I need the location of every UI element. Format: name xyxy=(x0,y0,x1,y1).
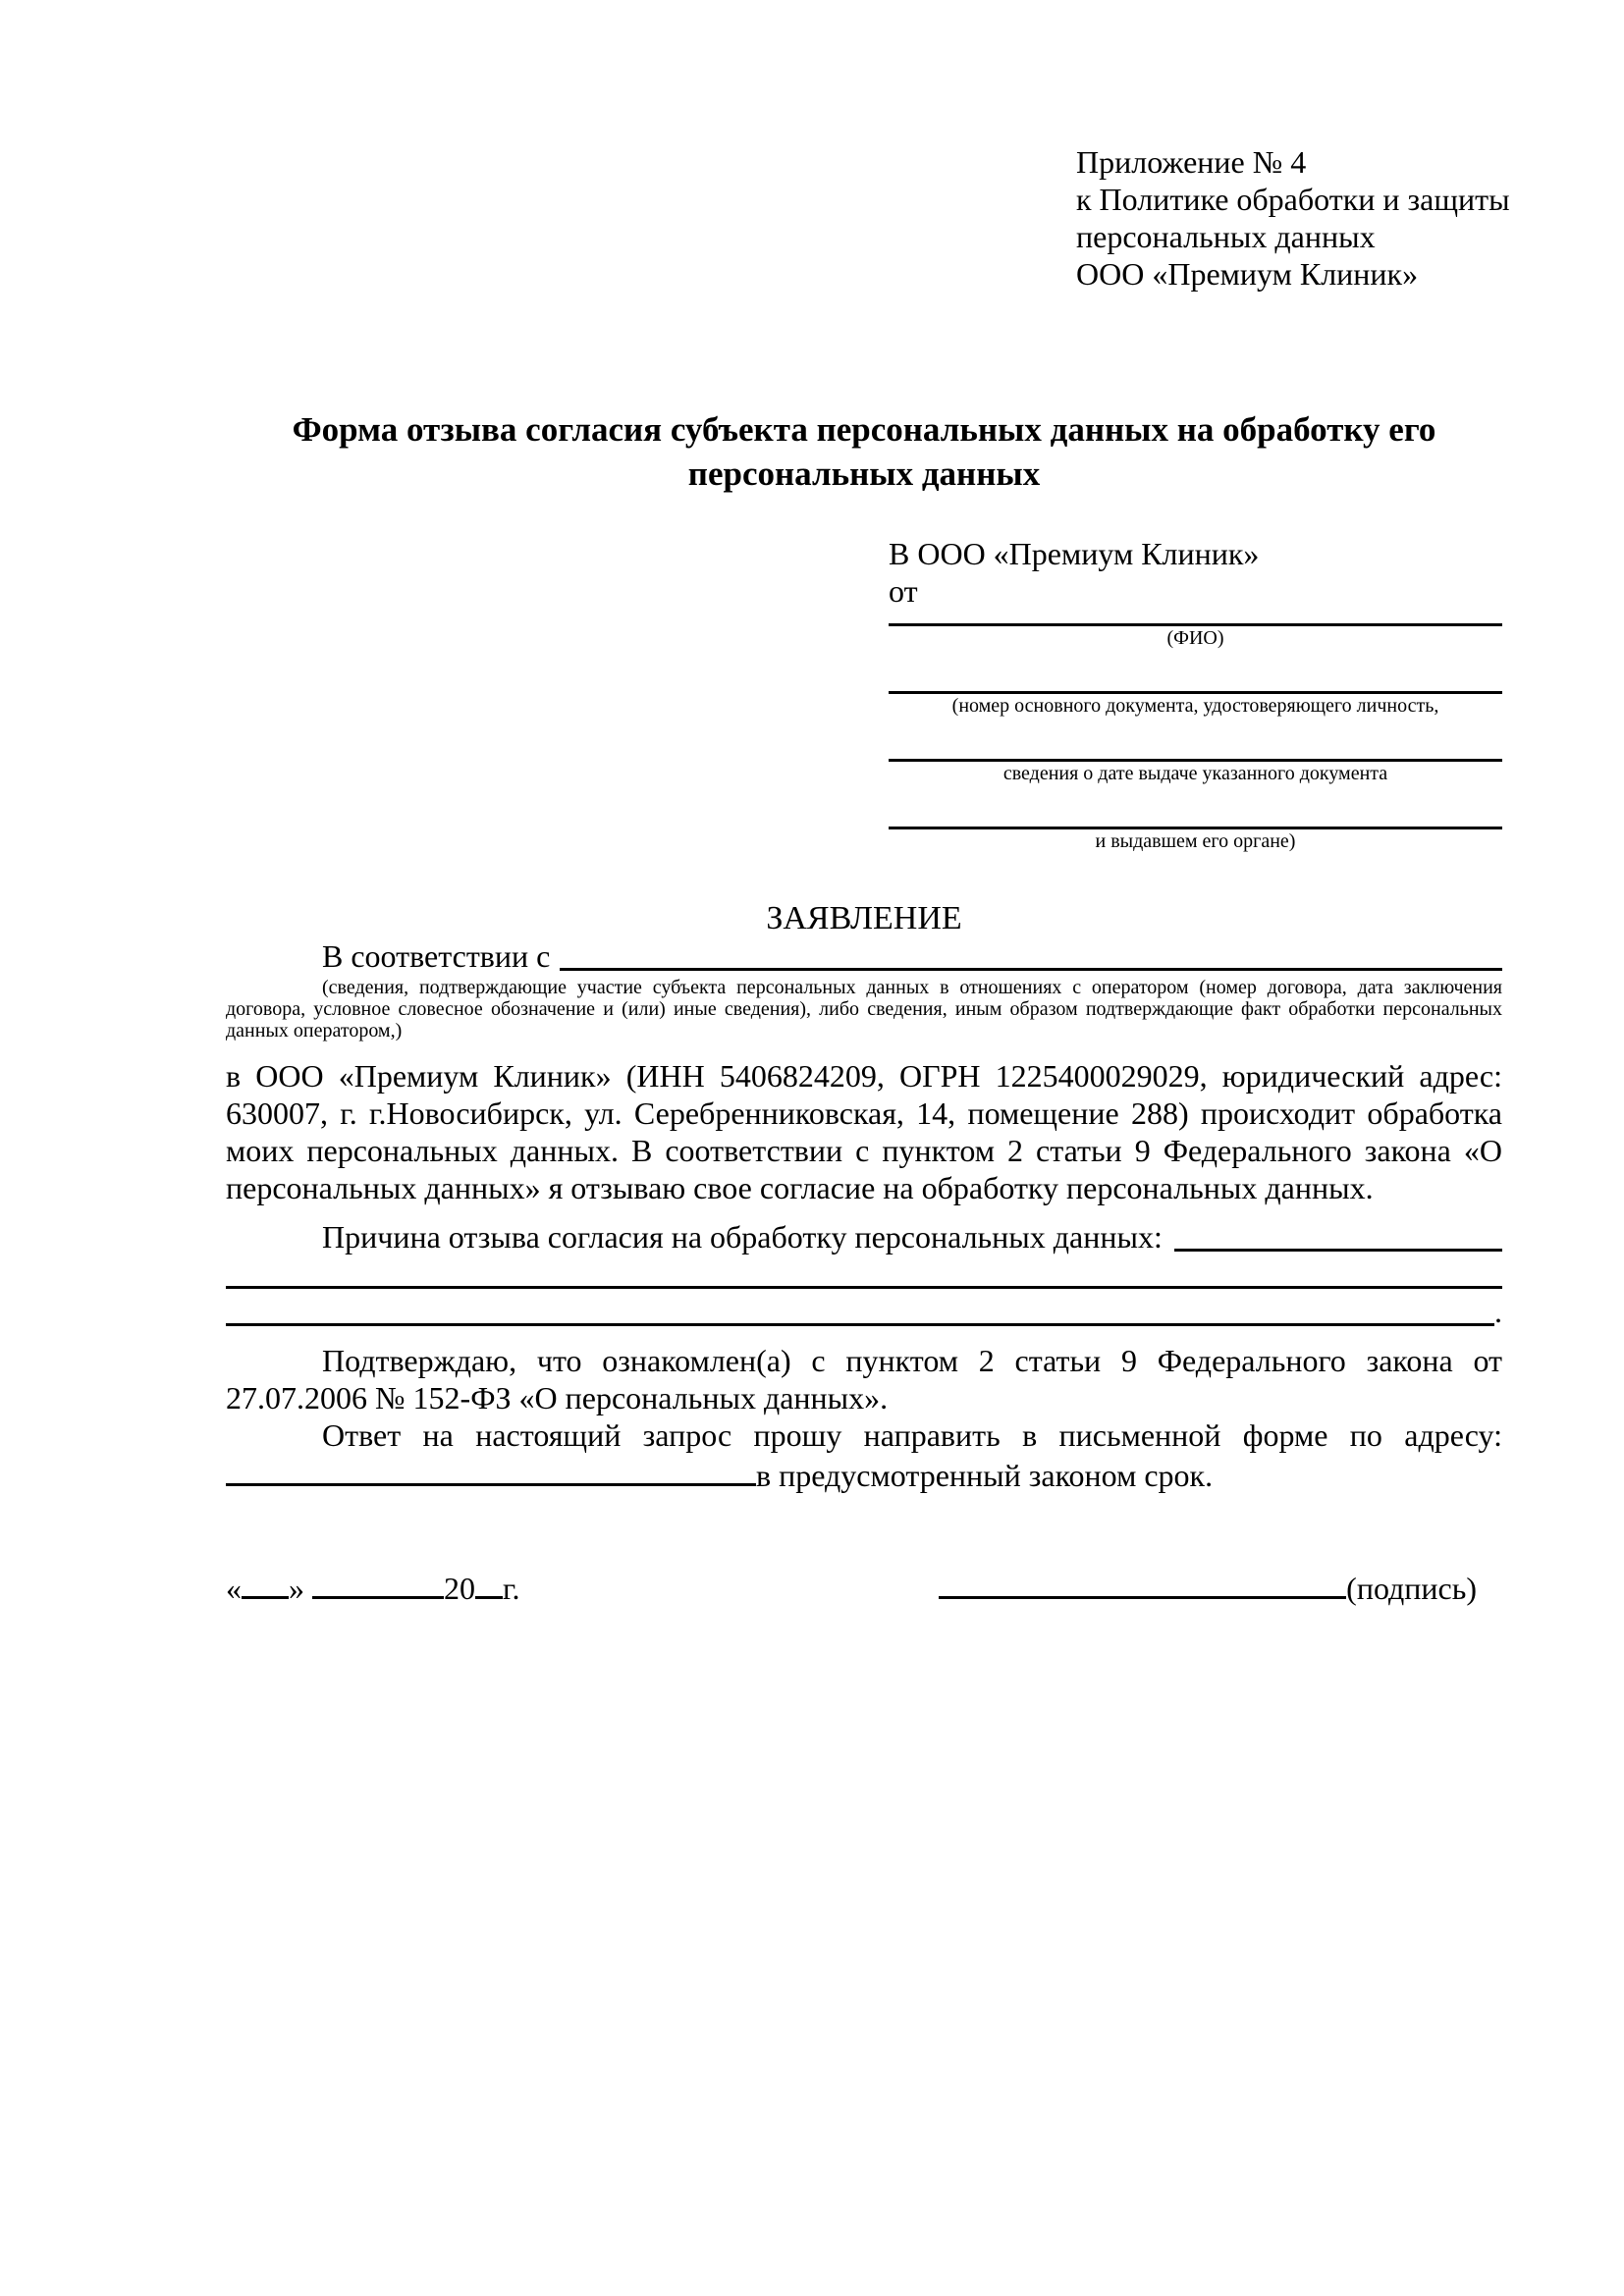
intro-blank-line xyxy=(560,937,1502,971)
day-blank-line xyxy=(242,1567,289,1599)
date-group xyxy=(226,1567,520,1607)
appendix-header-line: Приложение № 4 xyxy=(1076,144,1307,180)
reason-extra-line-1 xyxy=(226,1255,1502,1293)
reply-address-blank-line xyxy=(226,1454,756,1486)
intro-row xyxy=(322,937,1502,975)
reason-extra-blank-line-1 xyxy=(226,1255,1502,1289)
reason-label: Причина отзыва согласия на обработку персональных данных: xyxy=(322,1219,1163,1255)
signature-group xyxy=(939,1567,1477,1607)
issuer-caption: и выдавшем его органе) xyxy=(1095,830,1296,852)
appendix-header xyxy=(1076,143,1510,293)
doc-number-caption: (номер основного документа, удостоверяющего личность, xyxy=(951,695,1439,717)
recipient-block xyxy=(889,535,1502,853)
issue-date-blank-line xyxy=(889,718,1502,762)
body-paragraph: в ООО «Премиум Клиник» (ИНН 5406824209, ОГРН 1225400029029, юридический адрес: 630007, г. г.Новосибирск, ул. Серебренниковская, 14, помещение 288) происходит обработка моих персональных данных. В соответствии с пунктом 2 статьи 9 Федерального закона «О персональных данных» я отзываю свое согласие на обработку персональных данных. xyxy=(226,1058,1502,1205)
reason-extra-blank-line-2 xyxy=(226,1293,1494,1326)
reply-line-2 xyxy=(226,1454,1502,1494)
fio-caption: (ФИО) xyxy=(1166,627,1224,649)
appendix-header-line: персональных данных xyxy=(1076,219,1376,254)
statement-heading: ЗАЯВЛЕНИЕ xyxy=(766,900,962,936)
year-blank-line xyxy=(475,1567,503,1599)
document-title: Форма отзыва согласия субъекта персональных данных на обработку его персональных данных xyxy=(292,410,1436,493)
date-signature-row xyxy=(226,1567,1502,1607)
reply-line-1: Ответ на настоящий запрос прошу направить в письменной форме по адресу: xyxy=(322,1417,1502,1453)
recipient-to: В ООО «Премиум Клиник» xyxy=(889,536,1260,571)
signature-blank-line xyxy=(939,1567,1346,1599)
fio-blank-line xyxy=(889,610,1502,626)
doc-number-blank-line xyxy=(889,650,1502,694)
reply-suffix: в предусмотренный законом срок. xyxy=(756,1458,1214,1493)
reason-extra-line-2 xyxy=(226,1293,1502,1330)
issuer-blank-line xyxy=(889,785,1502,829)
year-suffix: г. xyxy=(503,1571,520,1606)
reason-blank-line xyxy=(1174,1218,1502,1252)
period-mark: . xyxy=(1494,1294,1502,1329)
date-close-quote: » xyxy=(289,1571,304,1606)
month-blank-line xyxy=(312,1567,444,1599)
recipient-from-label: от xyxy=(889,573,918,609)
date-open-quote: « xyxy=(226,1571,242,1606)
intro-footnote: (сведения, подтверждающие участие субъекта персональных данных в отношениях с оператором (номер договора, дата заключения договора, условное словесное обозначение и (или) иные сведения), либо сведения, иным образом подтверждающие факт обработки персональных данных оператором,) xyxy=(226,977,1502,1041)
confirm-paragraph: Подтверждаю, что ознакомлен(а) с пунктом 2 статьи 9 Федерального закона от 27.07.2006 № 152-ФЗ «О персональных данных». xyxy=(226,1343,1502,1415)
reason-row xyxy=(322,1218,1502,1255)
year-prefix: 20 xyxy=(444,1571,475,1606)
appendix-header-line: ООО «Премиум Клиник» xyxy=(1076,256,1419,292)
intro-prefix: В соответствии с xyxy=(322,938,551,974)
issue-date-caption: сведения о дате выдаче указанного документа xyxy=(1002,763,1388,784)
appendix-header-line: к Политике обработки и защиты xyxy=(1076,182,1510,217)
signature-caption: (подпись) xyxy=(1346,1571,1477,1606)
